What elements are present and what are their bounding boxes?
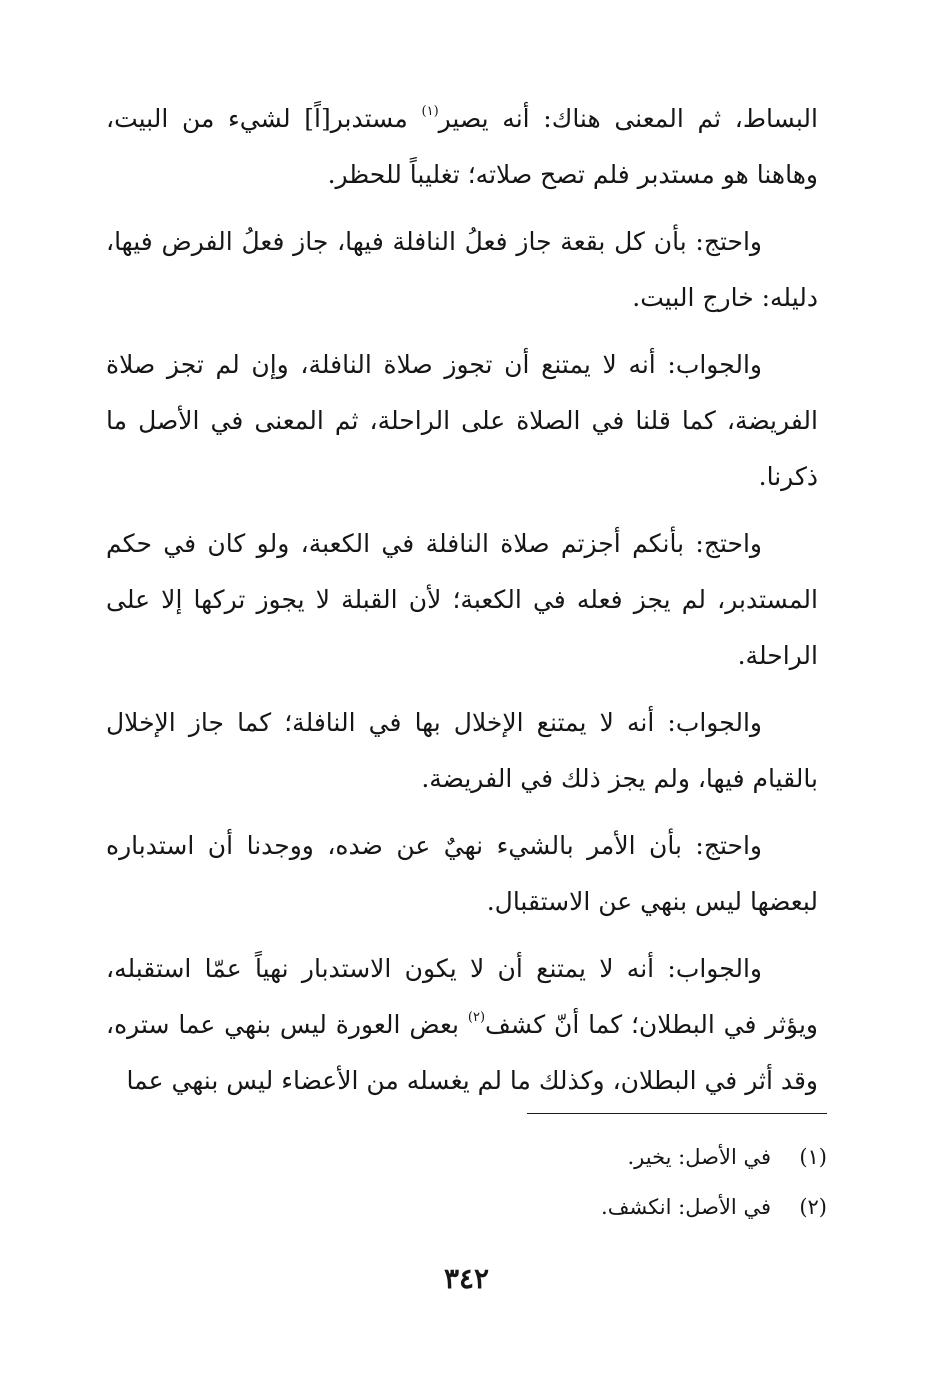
main-text (106, 91, 818, 1120)
paragraph-6: واحتج: بأن الأمر بالشيء نهيٌ عن ضده، ووجدنا أن استدباره لبعضها ليس بنهي عن الاستقبال. (106, 831, 818, 916)
page-number: ٣٤٢ (443, 1262, 490, 1295)
paragraph-7-end: بعض العورة ليس بنهي عما ستره، وقد أثر في البطلان، وكذلك ما لم يغسله من الأعضاء ليس بنهي عما (106, 1010, 818, 1095)
footnotes (127, 1132, 827, 1232)
paragraph-3: والجواب: أنه لا يمتنع أن تجوز صلاة النافلة، وإن لم تجز صلاة الفريضة، كما قلنا في الصلاة على الراحلة، ثم المعنى في الأصل ما ذكرنا. (106, 350, 818, 491)
paragraph-7 (106, 941, 818, 1109)
paragraph-1-end: مستدبر[اً] لشيء من البيت، وهاهنا هو مستدبر فلم تصح صلاته؛ تغليباً للحظر. (106, 104, 818, 189)
paragraph-1 (106, 91, 818, 203)
footnote-ref-1: (١) (421, 104, 439, 119)
footnote-2 (127, 1182, 827, 1232)
paragraph-1-start: البساط، ثم المعنى هناك: أنه يصير (438, 104, 818, 133)
footnote-1 (127, 1132, 827, 1182)
paragraph-7-start: والجواب: أنه لا يمتنع أن لا يكون الاستدبار نهياً عمّا استقبله، ويؤثر في البطلان؛ كما أنّ كشف (106, 954, 819, 1039)
footnote-1-text: في الأصل: يخير. (627, 1145, 771, 1169)
paragraph-5: والجواب: أنه لا يمتنع الإخلال بها في النافلة؛ كما جاز الإخلال بالقيام فيها، ولم يجز ذلك في الفريضة. (106, 708, 818, 793)
footnote-ref-2: (٢) (467, 1010, 486, 1025)
footnote-1-number: (١) (799, 1145, 827, 1169)
paragraph-4: واحتج: بأنكم أجزتم صلاة النافلة في الكعبة، ولو كان في حكم المستدبر، لم يجز فعله في الكعبة؛ لأن القبلة لا يجوز تركها إلا على الراحلة. (106, 529, 818, 670)
paragraph-2: واحتج: بأن كل بقعة جاز فعلُ النافلة فيها، جاز فعلُ الفرض فيها، دليله: خارج البيت. (106, 227, 818, 312)
footnote-2-number: (٢) (799, 1195, 827, 1219)
footnote-separator (527, 1113, 827, 1114)
footnote-2-text: في الأصل: انكشف. (601, 1195, 771, 1219)
